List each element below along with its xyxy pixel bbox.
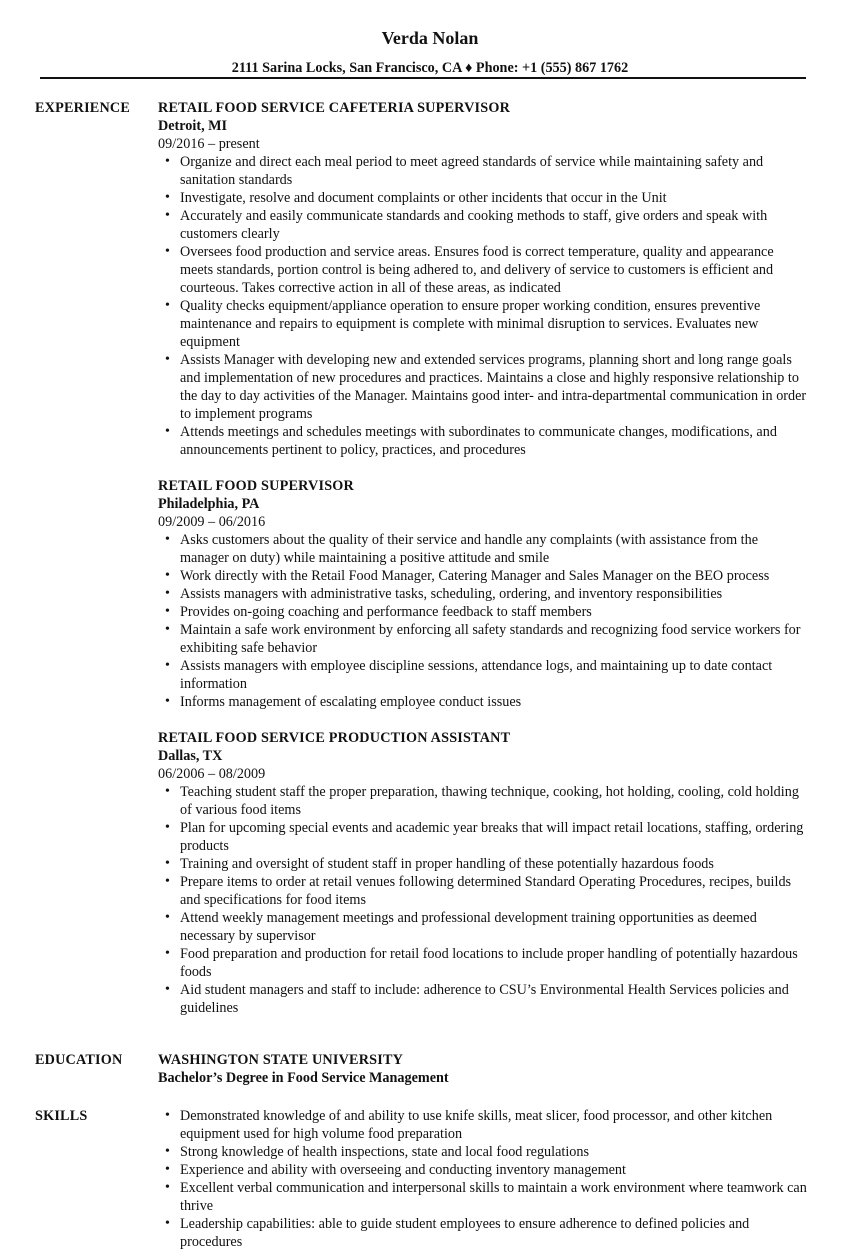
list-item: [158, 1179, 808, 1215]
duty-text: Food preparation and production for retail food locations to include proper handling of potentially hazardous foods: [180, 946, 798, 980]
experience-heading: EXPERIENCE: [35, 100, 131, 116]
list-item: [158, 873, 808, 909]
skill-text: Excellent verbal communication and interpersonal skills to maintain a work environment where teamwork can thrive: [180, 1180, 807, 1214]
list-item: [158, 1215, 808, 1251]
job-entry: [158, 729, 808, 1017]
duty-text: Attends meetings and schedules meetings with subordinates to communicate changes, modifications, and announcements pertinent to policy, practices, and procedures: [180, 424, 777, 458]
job-title: RETAIL FOOD SERVICE CAFETERIA SUPERVISOR: [158, 100, 511, 116]
duty-text: Organize and direct each meal period to meet agreed standards of service while maintaining safety and sanitation standards: [180, 154, 764, 188]
list-item: [158, 981, 808, 1017]
list-item: [158, 531, 808, 567]
list-item: [158, 153, 808, 189]
list-item: [158, 1107, 808, 1143]
bullet-icon: •: [165, 946, 170, 961]
skill-text: Strong knowledge of health inspections, state and local food regulations: [180, 1144, 589, 1160]
bullet-icon: •: [165, 982, 170, 997]
bullet-icon: •: [165, 532, 170, 547]
job-dates: 09/2016 – present: [158, 136, 260, 152]
list-item: [158, 423, 808, 459]
list-item: [158, 945, 808, 981]
bullet-icon: •: [165, 784, 170, 799]
duty-text: Assists managers with administrative tasks, scheduling, ordering, and inventory responsibilities: [180, 586, 723, 602]
degree-name: Bachelor’s Degree in Food Service Management: [158, 1070, 449, 1086]
bullet-icon: •: [165, 1162, 170, 1177]
contact-line: 2111 Sarina Locks, San Francisco, CA ♦ Phone: +1 (555) 867 1762: [231, 60, 629, 76]
list-item: [158, 585, 808, 603]
education-body: [158, 1051, 808, 1087]
skill-text: Experience and ability with overseeing and conducting inventory management: [180, 1162, 626, 1178]
job-location: Dallas, TX: [158, 748, 223, 764]
school-name: WASHINGTON STATE UNIVERSITY: [158, 1052, 404, 1068]
bullet-icon: •: [165, 694, 170, 709]
duty-text: Plan for upcoming special events and academic year breaks that will impact retail locations, staffing, ordering products: [180, 820, 804, 854]
list-item: [158, 819, 808, 855]
bullet-icon: •: [165, 1180, 170, 1195]
list-item: [158, 1143, 808, 1161]
bullet-icon: •: [165, 1144, 170, 1159]
job-dates: 06/2006 – 08/2009: [158, 766, 266, 782]
list-item: [158, 567, 808, 585]
list-item: [158, 693, 808, 711]
list-item: [158, 297, 808, 351]
bullet-icon: •: [165, 352, 170, 367]
job-duties-list: [158, 783, 808, 1017]
list-item: [158, 621, 808, 657]
job-title: RETAIL FOOD SERVICE PRODUCTION ASSISTANT: [158, 730, 511, 746]
bullet-icon: •: [165, 298, 170, 313]
bullet-icon: •: [165, 208, 170, 223]
duty-text: Accurately and easily communicate standards and cooking methods to staff, give orders and speak with customers clearly: [180, 208, 768, 242]
duty-text: Investigate, resolve and document complaints or other incidents that occur in the Unit: [180, 190, 667, 206]
bullet-icon: •: [165, 622, 170, 637]
bullet-icon: •: [165, 244, 170, 259]
list-item: [158, 909, 808, 945]
duty-text: Teaching student staff the proper preparation, thawing technique, cooking, hot holding, cooling, cold holding of various food items: [180, 784, 799, 818]
bullet-icon: •: [165, 586, 170, 601]
duty-text: Maintain a safe work environment by enforcing all safety standards and recognizing food service workers for exhibiting safe behavior: [180, 622, 801, 656]
education-heading: EDUCATION: [35, 1052, 123, 1068]
duty-text: Aid student managers and staff to include: adherence to CSU’s Environmental Health Services policies and guidelines: [180, 982, 789, 1016]
bullet-icon: •: [165, 658, 170, 673]
job-title: RETAIL FOOD SUPERVISOR: [158, 478, 354, 494]
candidate-name: Verda Nolan: [381, 28, 479, 48]
bullet-icon: •: [165, 910, 170, 925]
job-location: Detroit, MI: [158, 118, 228, 134]
job-location: Philadelphia, PA: [158, 496, 260, 512]
bullet-icon: •: [165, 1216, 170, 1231]
duty-text: Attend weekly management meetings and professional development training opportunities as deemed necessary by supervisor: [180, 910, 757, 944]
duty-text: Informs management of escalating employee conduct issues: [180, 694, 522, 710]
bullet-icon: •: [165, 1108, 170, 1123]
duty-text: Oversees food production and service areas. Ensures food is correct temperature, quality and appearance meets standards, portion control is being adhered to, and delivery of service to customers is efficient and courteous. Takes corrective action in all of these areas, as indicated: [180, 244, 774, 296]
duty-text: Prepare items to order at retail venues following determined Standard Operating Procedures, recipes, builds and specifications for food items: [180, 874, 792, 908]
list-item: [158, 855, 808, 873]
bullet-icon: •: [165, 154, 170, 169]
bullet-icon: •: [165, 874, 170, 889]
skills-list: [158, 1107, 808, 1251]
job-dates: 09/2009 – 06/2016: [158, 514, 266, 530]
skills-body: [158, 1107, 808, 1251]
list-item: [158, 1161, 808, 1179]
duty-text: Training and oversight of student staff in proper handling of these potentially hazardous foods: [180, 856, 714, 872]
list-item: [158, 207, 808, 243]
list-item: [158, 243, 808, 297]
job-entry: [158, 99, 808, 459]
list-item: [158, 603, 808, 621]
list-item: [158, 189, 808, 207]
job-entry: [158, 477, 808, 711]
bullet-icon: •: [165, 820, 170, 835]
bullet-icon: •: [165, 424, 170, 439]
duty-text: Asks customers about the quality of their service and handle any complaints (with assistance from the manager on duty) while maintaining a positive attitude and smile: [180, 532, 758, 566]
bullet-icon: •: [165, 856, 170, 871]
skill-text: Demonstrated knowledge of and ability to use knife skills, meat slicer, food processor, and other kitchen equipment used for high volume food preparation: [180, 1108, 773, 1142]
duty-text: Work directly with the Retail Food Manager, Catering Manager and Sales Manager on the BEO process: [180, 568, 770, 584]
bullet-icon: •: [165, 568, 170, 583]
bullet-icon: •: [165, 604, 170, 619]
list-item: [158, 783, 808, 819]
duty-text: Provides on-going coaching and performance feedback to staff members: [180, 604, 592, 620]
job-duties-list: [158, 153, 808, 459]
skills-heading: SKILLS: [35, 1108, 88, 1124]
list-item: [158, 657, 808, 693]
duty-text: Quality checks equipment/appliance operation to ensure proper working condition, ensures preventive maintenance and repairs to equipment is complete with minimal disruption to services. Evaluates new equipment: [180, 298, 761, 350]
duty-text: Assists managers with employee discipline sessions, attendance logs, and maintaining up to date contact information: [180, 658, 773, 692]
list-item: [158, 351, 808, 423]
job-duties-list: [158, 531, 808, 711]
duty-text: Assists Manager with developing new and extended services programs, planning short and long range goals and implementation of new procedures and practices. Maintains a close and highly responsive relationship to the day to day activities of the Manager. Maintains good inter- and intra-departmental communication in order to implement programs: [180, 352, 807, 422]
header-divider: [40, 77, 806, 79]
experience-body: [158, 99, 808, 1035]
bullet-icon: •: [165, 190, 170, 205]
skill-text: Leadership capabilities: able to guide student employees to ensure adherence to defined policies and procedures: [180, 1216, 750, 1250]
